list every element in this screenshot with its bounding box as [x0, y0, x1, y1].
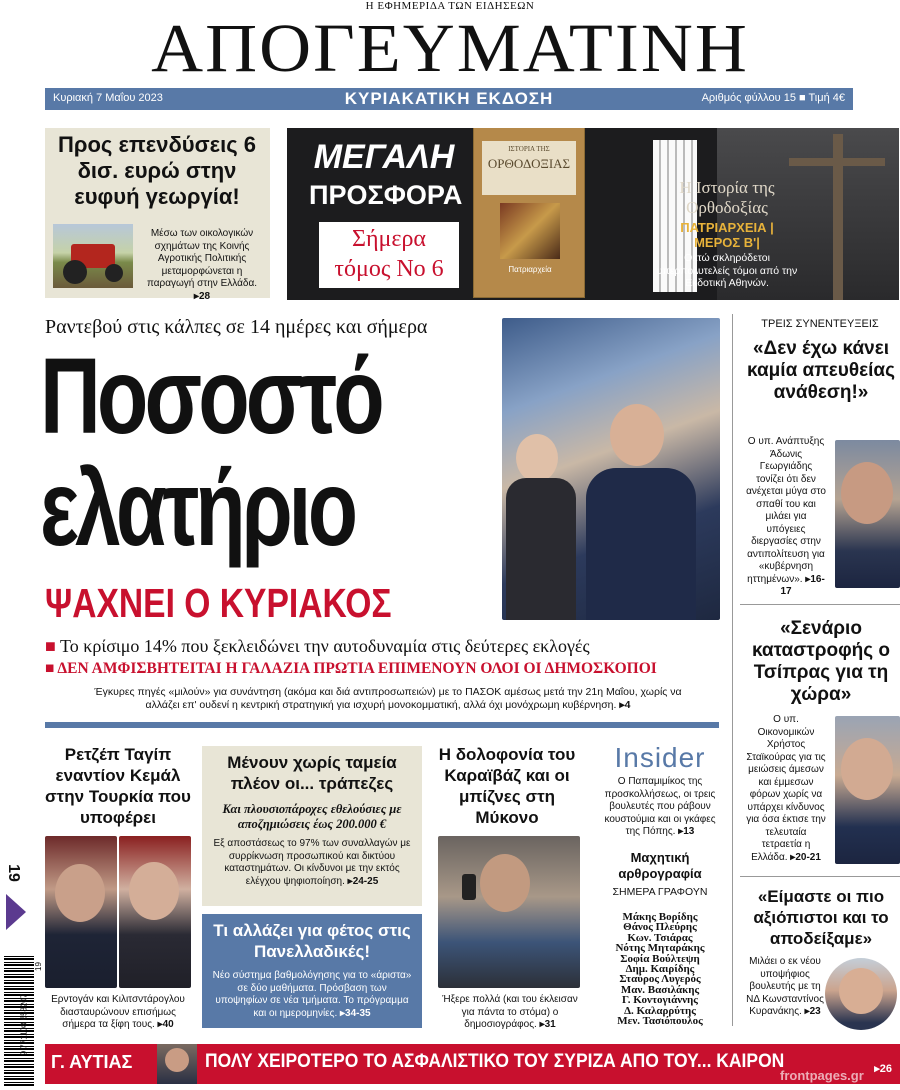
promo-today-box: [319, 222, 459, 288]
page-number: 23: [809, 1006, 821, 1017]
masthead-title: ΑΠΟΓΕΥΜΑΤΙΝΗ: [151, 10, 749, 86]
interview-2-text: [745, 714, 827, 864]
bullet-text: Το κρίσιμο 14% που ξεκλειδώνει την αυτοδυναμία στις δεύτερες εκλογές: [60, 636, 590, 656]
agri-text-body: Μέσω των οικολογικών σχημάτων της Κοινής Αγροτικής Πολιτικής μεταμορφώνεται η παραγωγή στην Ελλάδα.: [146, 228, 258, 289]
page-number: 28: [198, 290, 211, 302]
interview-3-quote: «Είμαστε οι πιο αξιόπιστοι και το αποδείξαμε»: [753, 887, 889, 948]
main-headline-2: ελατήριο: [40, 447, 355, 568]
page-ref: ▸4: [619, 699, 631, 711]
karaivaz-headline: Η δολοφονία του Καραϊβάζ και οι μπίζνες στη Μύκονο: [438, 745, 576, 827]
top-left-box[interactable]: [45, 128, 270, 302]
exams-text: [210, 970, 414, 1020]
issue-number: Αριθμός φύλλου 15 ■ Τιμή 4€: [701, 92, 845, 104]
page-ref: ▸31: [539, 1019, 556, 1030]
main-bullet-2: [45, 660, 735, 678]
georgiadis-photo: [835, 440, 900, 588]
main-body: [88, 686, 688, 712]
writer-name: Μαν. Βασιλάκης: [620, 983, 700, 996]
banks-sub: Και πλουσιοπάροχες εθελούσιες με αποζημιώσεις έως 200.000 €: [222, 802, 402, 831]
karaivaz-caption: [436, 994, 584, 1032]
page-ref: ▸40: [157, 1019, 174, 1030]
exams-headline: Τι αλλάζει για φέτος στις Πανελλαδικές!: [213, 921, 411, 961]
promo-today: Σήμερα: [351, 226, 426, 252]
interview-3-body: Μιλάει ο εκ νέου υποψήφιος βουλευτής με τη ΝΔ Κωνσταντίνος Κυρανάκης.: [746, 956, 824, 1017]
main-bullet-1: [45, 636, 725, 657]
columnists-section: Μαχητική αρθρογραφία: [618, 850, 702, 881]
book-cover: [473, 128, 585, 298]
page-number: 26: [879, 1063, 892, 1075]
person-icon: [839, 968, 883, 1014]
right-col-divider: [732, 314, 733, 1026]
person-icon: [165, 1048, 189, 1072]
edition-bar: [45, 88, 853, 110]
karaivaz-photo: [438, 836, 580, 988]
writer-name: Δ. Καλαρρύτης: [624, 1004, 696, 1017]
promo-history: Η Ιστορία της Ορθοδοξίας: [679, 178, 775, 217]
book-title-small: ΙΣΤΟΡΙΑ ΤΗΣ: [508, 145, 550, 153]
coat: [506, 478, 576, 620]
page-ref: ▸13: [678, 826, 695, 837]
person-icon: [480, 854, 530, 912]
watermark: frontpages.gr: [780, 1068, 864, 1083]
page-ref: ▸24-25: [347, 875, 379, 887]
columnists-today: ΣΗΜΕΡΑ ΓΡΑΦΟΥΝ: [612, 886, 708, 898]
book-title: ΟΡΘΟΔΟΞΙΑΣ: [487, 156, 571, 171]
page-ref: ▸28: [193, 290, 211, 302]
bullet-square-icon: ■: [45, 660, 58, 677]
interview-1-quote: «Δεν έχω κάνει καμία απευθείας ανάθεση!»: [747, 338, 895, 403]
barcode-number: 9 771108 653207: [19, 993, 29, 1056]
person-icon: [610, 404, 664, 466]
person-icon: [129, 862, 179, 920]
erdogan-photo: [45, 836, 117, 988]
columnists-list: [596, 912, 724, 1026]
page-number: 31: [544, 1019, 556, 1030]
interview-1-body: Ο υπ. Ανάπτυξης Άδωνις Γεωργιάδης τονίζει ότι δεν ανέχεται μύγα στο σπαθί του και μιλάει για υπόγειες διεργασίες στην αντιπολίτευση για «κυβέρνηση ηττημένων».: [746, 436, 826, 585]
icon-image: [500, 203, 560, 259]
suit: [586, 468, 696, 620]
interview-2-body: Ο υπ. Οικονομικών Χρήστος Σταϊκούρας για τις μειώσεις άμεσων και έμμεσων φόρων χωρίς να υπάρχει κίνδυνος για όσα έκτισε την τελευταία τετραετία η Ελλάδα.: [746, 714, 826, 863]
insider-text: [596, 776, 724, 839]
page-number: 20-21: [795, 851, 821, 863]
phone-icon: [462, 874, 476, 900]
promo-offer: ΠΡΟΣΦΟΡΑ: [309, 180, 463, 210]
exams-box[interactable]: [202, 914, 422, 1028]
page-ref: ▸23: [804, 1006, 821, 1017]
main-body-text: Έγκυρες πηγές «μιλούν» για συνάντηση (ακόμα και διά αντιπροσωπειών) με το ΠΑΣΟΚ αμέσως μετά την 21η Μαΐου, χωρίς να αλλάζει επ' ουδενί η κεντρική στρατηγική για ισχυρή μονοκομματική, αλλά όχι μονόχρωμη κυβέρνηση.: [94, 686, 682, 711]
person-icon: [55, 864, 105, 922]
agri-text: [139, 228, 265, 303]
page-ref: ▸34-35: [340, 1007, 371, 1019]
footer-bar[interactable]: [45, 1044, 900, 1084]
main-divider: [45, 722, 719, 728]
insider-text-body: Ο Παπαμιμίκος της προσκολλήσεως, οι τρεις βουλευτές που ράβουν κουστούμια και οι γκάφες της Πόπης.: [604, 776, 716, 837]
wheel-icon: [63, 260, 87, 284]
right-sep-1: [740, 604, 900, 605]
page-ref: ▸20-21: [790, 851, 821, 863]
promo-volume: τόμος Νο 6: [334, 256, 444, 282]
writer-name: Σοφία Βούλτεψη: [620, 952, 700, 965]
writer-name: Γ. Κοντογιάννης: [622, 994, 698, 1007]
tractor-photo: [53, 224, 133, 288]
promo-banner[interactable]: [287, 128, 899, 300]
page-ref: ▸16-17: [780, 573, 825, 597]
exams-text-body: Νέο σύστημα βαθμολόγησης για το «άριστα» σε δύο μαθήματα. Πρόσβαση των υποψηφίων σε νέα τμήματα. Το πρόγραμμα και οι ημερομηνίες.: [212, 970, 412, 1019]
page-number: 4: [624, 699, 631, 711]
book-sub: Πατριαρχεία: [508, 265, 552, 274]
right-sep-2: [740, 876, 900, 877]
barcode-issue: 19: [33, 962, 43, 971]
page-number: 24-25: [352, 875, 379, 887]
promo-big: ΜΕΓΑΛΗ: [313, 138, 455, 176]
rally-photo: [502, 318, 720, 620]
writer-name: Μεν. Τασιόπουλος: [617, 1015, 703, 1028]
masthead-tagline: Η ΕΦΗΜΕΡΙΔΑ ΤΩΝ ΕΙΔΗΣΕΩΝ: [365, 0, 535, 12]
footer-name: Γ. ΑΥΤΙΑΣ: [51, 1052, 133, 1072]
staikouras-photo: [835, 716, 900, 864]
footer-portrait: [157, 1044, 197, 1084]
page-number: 13: [683, 826, 695, 837]
spine-number: 19: [4, 864, 22, 882]
banks-box[interactable]: [202, 746, 422, 906]
edition-label: ΚΥΡΙΑΚΑΤΙΚΗ ΕΚΔΟΣΗ: [344, 89, 554, 108]
main-subhead: ΨΑΧΝΕΙ Ο ΚΥΡΙΑΚΟΣ: [45, 580, 392, 626]
writer-name: Κων. Τσιάρας: [627, 931, 693, 944]
person-icon: [841, 462, 893, 524]
turkey-caption-text: Ερντογάν και Κιλιτσντάρογλου διασταυρώνουν επισήμως σήμερα τα ξίφη τους.: [51, 994, 185, 1030]
turkey-caption: [45, 994, 191, 1032]
interview-3-text: [745, 956, 825, 1019]
interview-2-quote: «Σενάριο καταστροφής ο Τσίπρας για τη χώρα»: [751, 618, 891, 705]
cross-bar: [789, 158, 885, 166]
writer-name: Νότης Μηταράκης: [615, 942, 705, 955]
page-number: 40: [162, 1019, 174, 1030]
person-icon: [841, 738, 893, 800]
writer-name: Σταύρος Λυγερός: [619, 973, 701, 986]
main-headline-1: Ποσοστό: [40, 335, 381, 456]
writer-name: Δημ. Καιρίδης: [625, 963, 695, 976]
writer-name: Μάκης Βορίδης: [622, 911, 698, 923]
person-icon: [516, 434, 558, 482]
footer-headline: ΠΟΛΥ ΧΕΙΡΟΤΕΡΟ ΤΟ ΑΣΦΑΛΙΣΤΙΚΟ ΤΟΥ ΣΥΡΙΖΑ ΑΠΟ ΤΟΥ... ΚΑΙΡΟΝ: [205, 1051, 785, 1072]
page-number: 16-17: [780, 573, 825, 597]
interview-1-text: [745, 436, 827, 599]
banks-text: [210, 838, 414, 888]
wheel-icon: [105, 264, 123, 282]
book-title-plate: [482, 141, 576, 195]
agri-headline: Προς επενδύσεις 6 δισ. ευρώ στην ευφυή γεωργία!: [58, 132, 256, 209]
karaivaz-caption-text: Ήξερε πολλά (και του έκλεισαν για πάντα το στόμα) ο δημοσιογράφος.: [442, 994, 578, 1030]
kyranakis-photo: [825, 958, 897, 1030]
page-number: 34-35: [345, 1007, 371, 1019]
promo-part: ΠΑΤΡΙΑΡΧΕΙΑ | ΜΕΡΟΣ Β'|: [680, 220, 774, 250]
bullet-text: ΔΕΝ ΑΜΦΙΣΒΗΤΕΙΤΑΙ Η ΓΑΛΑΖΙΑ ΠΡΩΤΙΑ ΕΠΙΜΕΝΟΥΝ ΟΛΟΙ ΟΙ ΔΗΜΟΣΚΟΠΟΙ: [57, 660, 657, 677]
kilicdaroglu-photo: [119, 836, 191, 988]
banks-headline: Μένουν χωρίς ταμεία πλέον οι... τράπεζες: [227, 753, 397, 793]
issue-date: Κυριακή 7 Μαΐου 2023: [53, 92, 163, 104]
turkey-headline: Ρετζέπ Ταγίπ εναντίον Κεμάλ στην Τουρκία που υποφέρει: [45, 745, 191, 827]
spine-triangle-icon: [6, 894, 26, 930]
interviews-label: ΤΡΕΙΣ ΣΥΝΕΝΤΕΥΞΕΙΣ: [761, 318, 879, 330]
insider-title: Insider: [614, 742, 706, 773]
footer-page-ref: ▸26: [874, 1063, 892, 1075]
writer-name: Θάνος Πλεύρης: [623, 921, 697, 934]
main-kicker: Ραντεβού στις κάλπες σε 14 ημέρες και σήμερα: [45, 316, 428, 338]
promo-desc: Οκτώ σκληρόδετοι υπερπολυτελείς τόμοι από την Εκδοτική Αθηνών.: [656, 252, 798, 289]
banks-text-body: Εξ αποστάσεως το 97% των συναλλαγών με συρρίκνωση προσωπικού και δικτύου καταστημάτων. Οι κίνδυνοι με την εκτός ελέγχου ψηφιοποίηση.: [213, 838, 411, 887]
bullet-square-icon: ■: [45, 636, 61, 656]
